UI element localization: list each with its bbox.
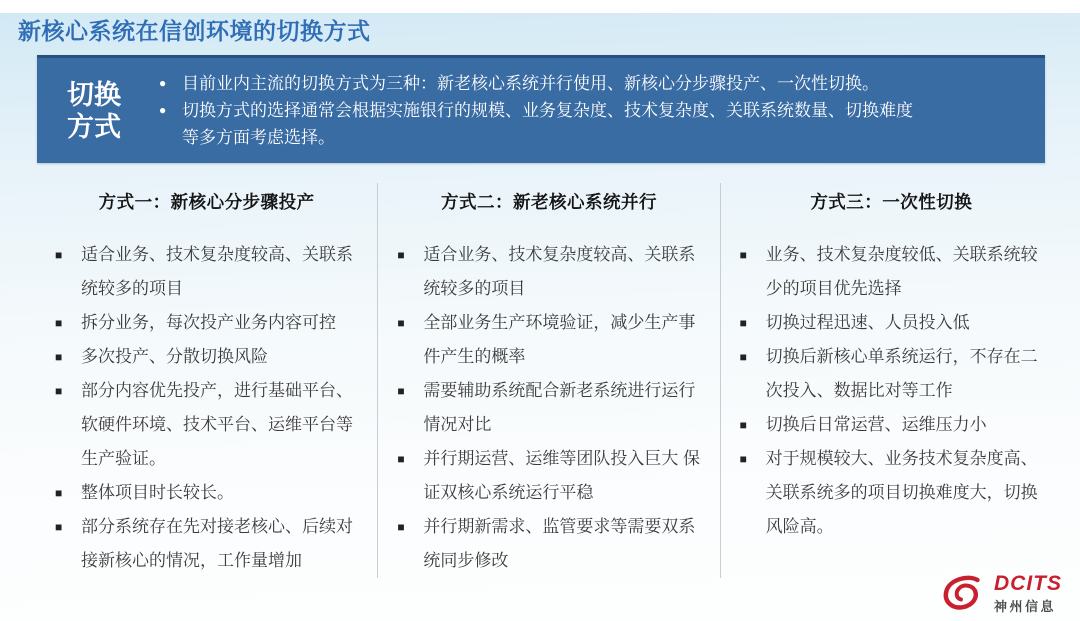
bullet-item: ■ 切换后新核心单系统运行，不存在二次投入、数据比对等工作: [739, 340, 1044, 408]
bullet-item: ■ 适合业务、技术复杂度较高、关联系统较多的项目: [396, 238, 701, 306]
bullet-item: ■ 并行期运营、运维等团队投入巨大 保证双核心系统运行平稳: [396, 442, 701, 510]
bullet-item: ■ 适合业务、技术复杂度较高、关联系统较多的项目: [54, 238, 359, 306]
bullet-item: ■ 需要辅助系统配合新老系统进行运行情况对比: [396, 374, 701, 442]
column-2-bullet-list: [396, 238, 701, 578]
bullet-item: ■ 切换后日常运营、运维压力小: [739, 408, 1044, 442]
column-3-header: 方式三：一次性切换: [810, 192, 973, 212]
bullet-item: ■ 整体项目时长较长。: [54, 476, 359, 510]
column-method-3: [721, 183, 1062, 578]
bullet-item: ■ 部分系统存在先对接老核心、后续对接新核心的情况，工作量增加: [54, 510, 359, 578]
banner-switch-methods: [37, 55, 1045, 163]
bullet-item: ■ 对于规模较大、业务技术复杂度高、关联系统多的项目切换难度大，切换风险高。: [739, 442, 1044, 544]
column-1-bullet-list: [54, 238, 359, 578]
column-2-header: 方式二：新老核心系统并行: [440, 192, 657, 212]
page-title: 新核心系统在信创环境的切换方式: [18, 18, 371, 44]
dcits-logo-text: [994, 573, 1062, 615]
column-method-2: [378, 183, 720, 578]
banner-label-line2: 方式: [67, 111, 121, 142]
banner-bullet: ● 切换方式的选择通常会根据实施银行的规模、业务复杂度、技术复杂度、关联系统数量、切换难度等多方面考虑选择。: [159, 97, 917, 151]
dcits-swirl-icon: [941, 574, 987, 614]
banner-bullet-list: [159, 70, 1045, 151]
column-method-1: [36, 183, 378, 578]
bullet-item: ■ 并行期新需求、监管要求等需要双系统同步修改: [396, 510, 701, 578]
bullet-item: ■ 拆分业务，每次投产业务内容可控: [54, 306, 359, 340]
bullet-item: ■ 全部业务生产环境验证，减少生产事件产生的概率: [396, 306, 701, 374]
bullet-item: ■ 多次投产、分散切换风险: [54, 340, 359, 374]
column-1-header: 方式一：新核心分步骤投产: [98, 192, 315, 212]
slide: [0, 13, 1080, 621]
bullet-item: ■ 部分内容优先投产，进行基础平台、软硬件环境、技术平台、运维平台等生产验证。: [54, 374, 359, 476]
banner-bullet: ● 目前业内主流的切换方式为三种：新老核心系统并行使用、新核心分步骤投产、一次性切换。: [159, 70, 917, 97]
methods-columns: [36, 183, 1062, 578]
bullet-item: ■ 切换过程迅速、人员投入低: [739, 306, 1044, 340]
dcits-brand-name: DCITS: [994, 572, 1062, 595]
dcits-company-name: 神州信息: [994, 599, 1057, 614]
bullet-item: ■ 业务、技术复杂度较低、关联系统较少的项目优先选择: [739, 238, 1044, 306]
banner-label: [37, 79, 159, 143]
column-3-bullet-list: [739, 238, 1044, 544]
banner-label-line1: 切换: [67, 79, 121, 110]
dcits-logo: [941, 573, 1062, 615]
